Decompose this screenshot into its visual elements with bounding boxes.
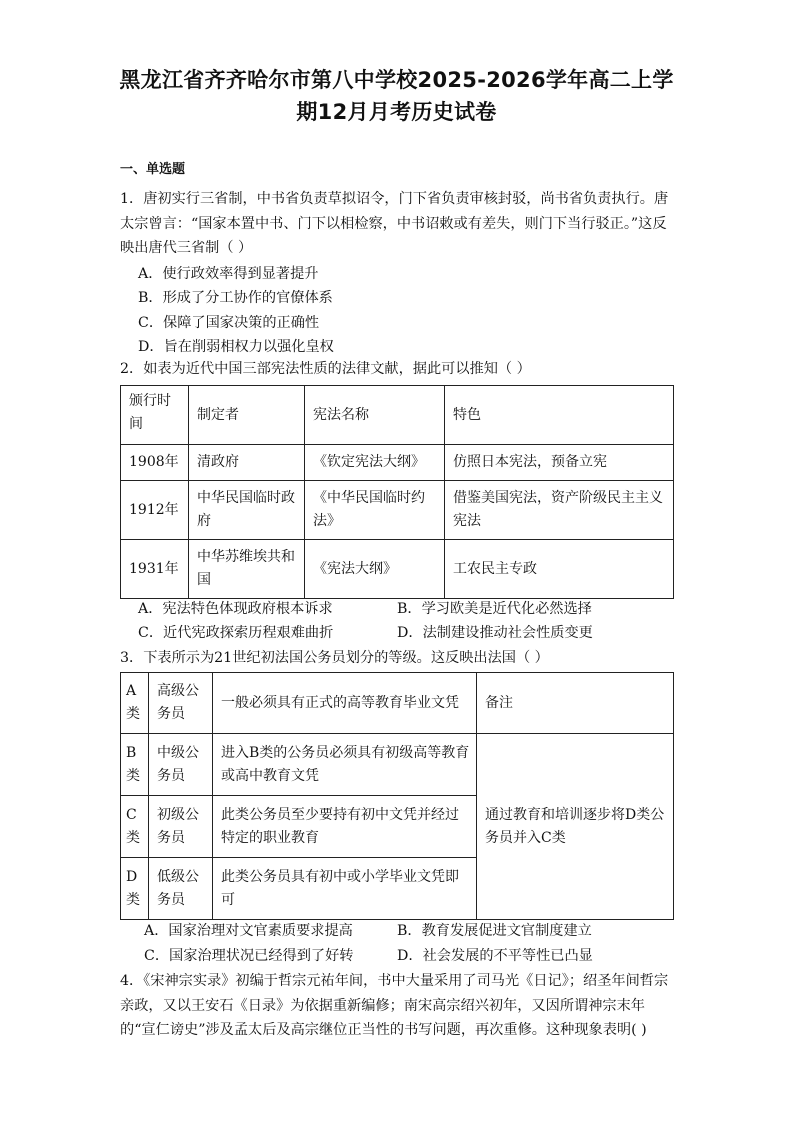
q3-civil-servant-table bbox=[120, 672, 674, 920]
header-cell-feature: 特色 bbox=[445, 386, 674, 445]
exam-title-line-1: 黑龙江省齐齐哈尔市第八中学校2025-2026学年高二上学 bbox=[119, 68, 674, 92]
q1-option-d[interactable]: D．旨在削弱相权力以强化皇权 bbox=[138, 339, 334, 355]
table-cell: 《钦定宪法大纲》 bbox=[305, 445, 445, 481]
q2-option-c[interactable]: C．近代宪政探索历程艰难曲折 bbox=[138, 625, 334, 641]
q2-constitution-table bbox=[120, 385, 674, 599]
table-cell: 低级公务员 bbox=[149, 858, 213, 920]
table-cell: 初级公务员 bbox=[149, 796, 213, 858]
table-row bbox=[121, 445, 674, 481]
q1-option-c[interactable]: C．保障了国家决策的正确性 bbox=[138, 315, 320, 331]
table-cell: 《中华民国临时约法》 bbox=[305, 481, 445, 540]
table-row bbox=[121, 540, 674, 599]
q3-option-b[interactable]: B．教育发展促进文官制度建立 bbox=[397, 923, 592, 939]
table-cell: 一般必须具有正式的高等教育毕业文凭 bbox=[213, 673, 477, 734]
table-cell: 1908年 bbox=[121, 445, 189, 481]
q2-option-b[interactable]: B．学习欧美是近代化必然选择 bbox=[397, 601, 592, 617]
table-cell: D类 bbox=[121, 858, 149, 920]
table-row bbox=[121, 734, 674, 796]
table-cell: 仿照日本宪法，预备立宪 bbox=[445, 445, 674, 481]
q1-stem: 1．唐初实行三省制，中书省负责草拟诏令，门下省负责审核封驳，尚书省负责执行。唐太宗曾言：“国家本置中书、门下以相检察，中书诏敕或有差失，则门下当行驳正。”这反映出唐代三省制（ ） bbox=[120, 191, 669, 256]
table-cell: 清政府 bbox=[189, 445, 305, 481]
q4-stem: 4．《宋神宗实录》初编于哲宗元祐年间，书中大量采用了司马光《日记》；绍圣年间哲宗亲政，又以王安石《日录》为依据重新编修；南宋高宗绍兴初年，又因所谓神宗末年的“宣仁谤史”涉及孟太后及高宗继位正当性的书写问题，再次重修。这种现象表明( ) bbox=[120, 973, 669, 1038]
q3-option-c[interactable]: C．国家治理状况已经得到了好转 bbox=[144, 948, 354, 964]
table-cell: 高级公务员 bbox=[149, 673, 213, 734]
header-cell-maker: 制定者 bbox=[189, 386, 305, 445]
table-cell: 中华民国临时政府 bbox=[189, 481, 305, 540]
table-cell: 中华苏维埃共和国 bbox=[189, 540, 305, 599]
q2-option-a[interactable]: A．宪法特色体现政府根本诉求 bbox=[138, 601, 333, 617]
table-cell: 工农民主专政 bbox=[445, 540, 674, 599]
q1-option-a[interactable]: A．使行政效率得到显著提升 bbox=[138, 266, 319, 282]
table-cell: 1931年 bbox=[121, 540, 189, 599]
table-cell: 此类公务员至少要持有初中文凭并经过特定的职业教育 bbox=[213, 796, 477, 858]
exam-title-line-2: 期12月月考历史试卷 bbox=[296, 100, 497, 124]
table-cell: 此类公务员具有初中或小学毕业文凭即可 bbox=[213, 858, 477, 920]
table-cell: 借鉴美国宪法，资产阶级民主主义宪法 bbox=[445, 481, 674, 540]
section-heading: 一、单选题 bbox=[120, 162, 186, 177]
table-cell: A类 bbox=[121, 673, 149, 734]
q1-option-b[interactable]: B．形成了分工协作的官僚体系 bbox=[138, 290, 333, 306]
q2-option-d[interactable]: D．法制建设推动社会性质变更 bbox=[397, 625, 593, 641]
table-cell: B类 bbox=[121, 734, 149, 796]
table-cell: 中级公务员 bbox=[149, 734, 213, 796]
remark-cell: 通过教育和培训逐步将D类公务员并入C类 bbox=[477, 734, 674, 920]
table-row bbox=[121, 673, 674, 734]
header-cell-name: 宪法名称 bbox=[305, 386, 445, 445]
header-cell-remark: 备注 bbox=[477, 673, 674, 734]
table-cell: C类 bbox=[121, 796, 149, 858]
q3-stem: 3．下表所示为21世纪初法国公务员划分的等级。这反映出法国（ ） bbox=[120, 650, 549, 666]
q2-stem: 2．如表为近代中国三部宪法性质的法律文献，据此可以推知（ ） bbox=[120, 361, 531, 377]
table-header-row bbox=[121, 386, 674, 445]
q3-option-d[interactable]: D．社会发展的不平等性已凸显 bbox=[397, 948, 593, 964]
table-cell: 1912年 bbox=[121, 481, 189, 540]
q3-option-a[interactable]: A．国家治理对文官素质要求提高 bbox=[144, 923, 353, 939]
table-cell: 《宪法大纲》 bbox=[305, 540, 445, 599]
header-cell-date: 颁行时间 bbox=[121, 386, 189, 445]
table-cell: 进入B类的公务员必须具有初级高等教育或高中教育文凭 bbox=[213, 734, 477, 796]
table-row bbox=[121, 481, 674, 540]
